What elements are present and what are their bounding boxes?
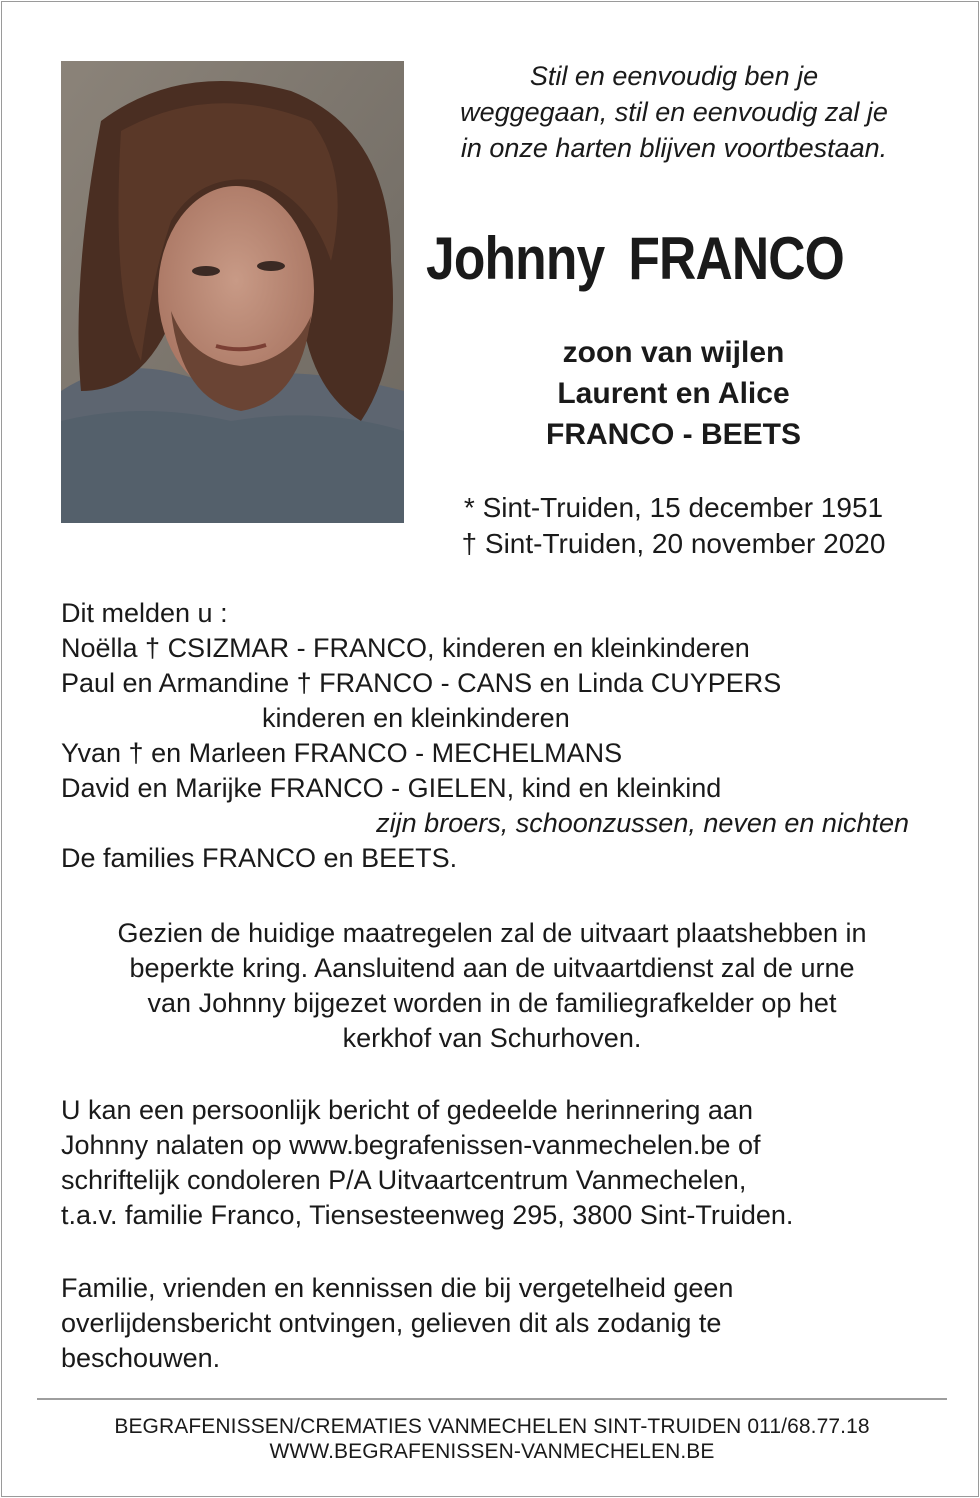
- birth-date: * Sint-Truiden, 15 december 1951: [463, 492, 884, 523]
- last-name: FRANCO: [628, 225, 844, 292]
- ceremony-paragraph: [42, 916, 942, 1056]
- notice-paragraph: [61, 1271, 941, 1376]
- parents-block: [422, 332, 925, 455]
- quote-line: in onze harten blijven voortbestaan.: [460, 133, 888, 163]
- announcement-intro: Dit melden u :: [61, 598, 228, 628]
- memorial-quote: [424, 58, 924, 166]
- portrait-photo: [61, 61, 404, 523]
- notice-line: Familie, vrienden en kennissen die bij vergetelheid geen: [61, 1273, 734, 1303]
- family-relation: zijn broers, schoonzussen, neven en nichten: [376, 808, 909, 838]
- family-line: De families FRANCO en BEETS.: [61, 843, 458, 873]
- condolences-line: schriftelijk condoleren P/A Uitvaartcentrum Vanmechelen,: [61, 1165, 747, 1195]
- ceremony-line: beperkte kring. Aansluitend aan de uitvaartdienst zal de urne: [129, 953, 855, 983]
- life-dates: [422, 490, 925, 562]
- ceremony-line: van Johnny bijgezet worden in de familiegrafkelder op het: [147, 988, 837, 1018]
- notice-line: beschouwen.: [61, 1343, 221, 1373]
- ceremony-line: Gezien de huidige maatregelen zal de uitvaart plaatshebben in: [117, 918, 867, 948]
- quote-line: weggegaan, stil en eenvoudig zal je: [460, 97, 888, 127]
- deceased-name: [426, 224, 873, 294]
- family-line: Paul en Armandine † FRANCO - CANS en Linda CUYPERS: [61, 668, 782, 698]
- first-name: Johnny: [426, 225, 605, 292]
- condolences-line: t.a.v. familie Franco, Tiensesteenweg 295, 3800 Sint-Truiden.: [61, 1200, 794, 1230]
- announcement-block: [61, 596, 931, 876]
- family-line: Yvan † en Marleen FRANCO - MECHELMANS: [61, 738, 623, 768]
- parents-line: FRANCO - BEETS: [546, 418, 801, 451]
- parents-line: zoon van wijlen: [562, 336, 785, 369]
- family-line: Noëlla † CSIZMAR - FRANCO, kinderen en kleinkinderen: [61, 633, 750, 663]
- family-line: David en Marijke FRANCO - GIELEN, kind en kleinkind: [61, 773, 722, 803]
- footer: [2, 1414, 980, 1464]
- quote-line: Stil en eenvoudig ben je: [529, 61, 819, 91]
- ceremony-line: kerkhof van Schurhoven.: [342, 1023, 642, 1053]
- funeral-home-website: WWW.BEGRAFENISSEN-VANMECHELEN.BE: [269, 1440, 715, 1463]
- condolences-line: U kan een persoonlijk bericht of gedeelde herinnering aan: [61, 1095, 753, 1125]
- condolences-line: Johnny nalaten op www.begrafenissen-vanmechelen.be of: [61, 1130, 761, 1160]
- funeral-home-line: BEGRAFENISSEN/CREMATIES VANMECHELEN SINT-TRUIDEN 011/68.77.18: [114, 1415, 870, 1438]
- footer-divider: [37, 1398, 947, 1400]
- condolences-paragraph: [61, 1093, 941, 1233]
- family-line: kinderen en kleinkinderen: [262, 703, 570, 733]
- notice-line: overlijdensbericht ontvingen, gelieven dit als zodanig te: [61, 1308, 722, 1338]
- obituary-card: [1, 1, 979, 1497]
- parents-line: Laurent en Alice: [557, 377, 790, 410]
- death-date: † Sint-Truiden, 20 november 2020: [461, 528, 886, 559]
- portrait-image: [61, 61, 404, 523]
